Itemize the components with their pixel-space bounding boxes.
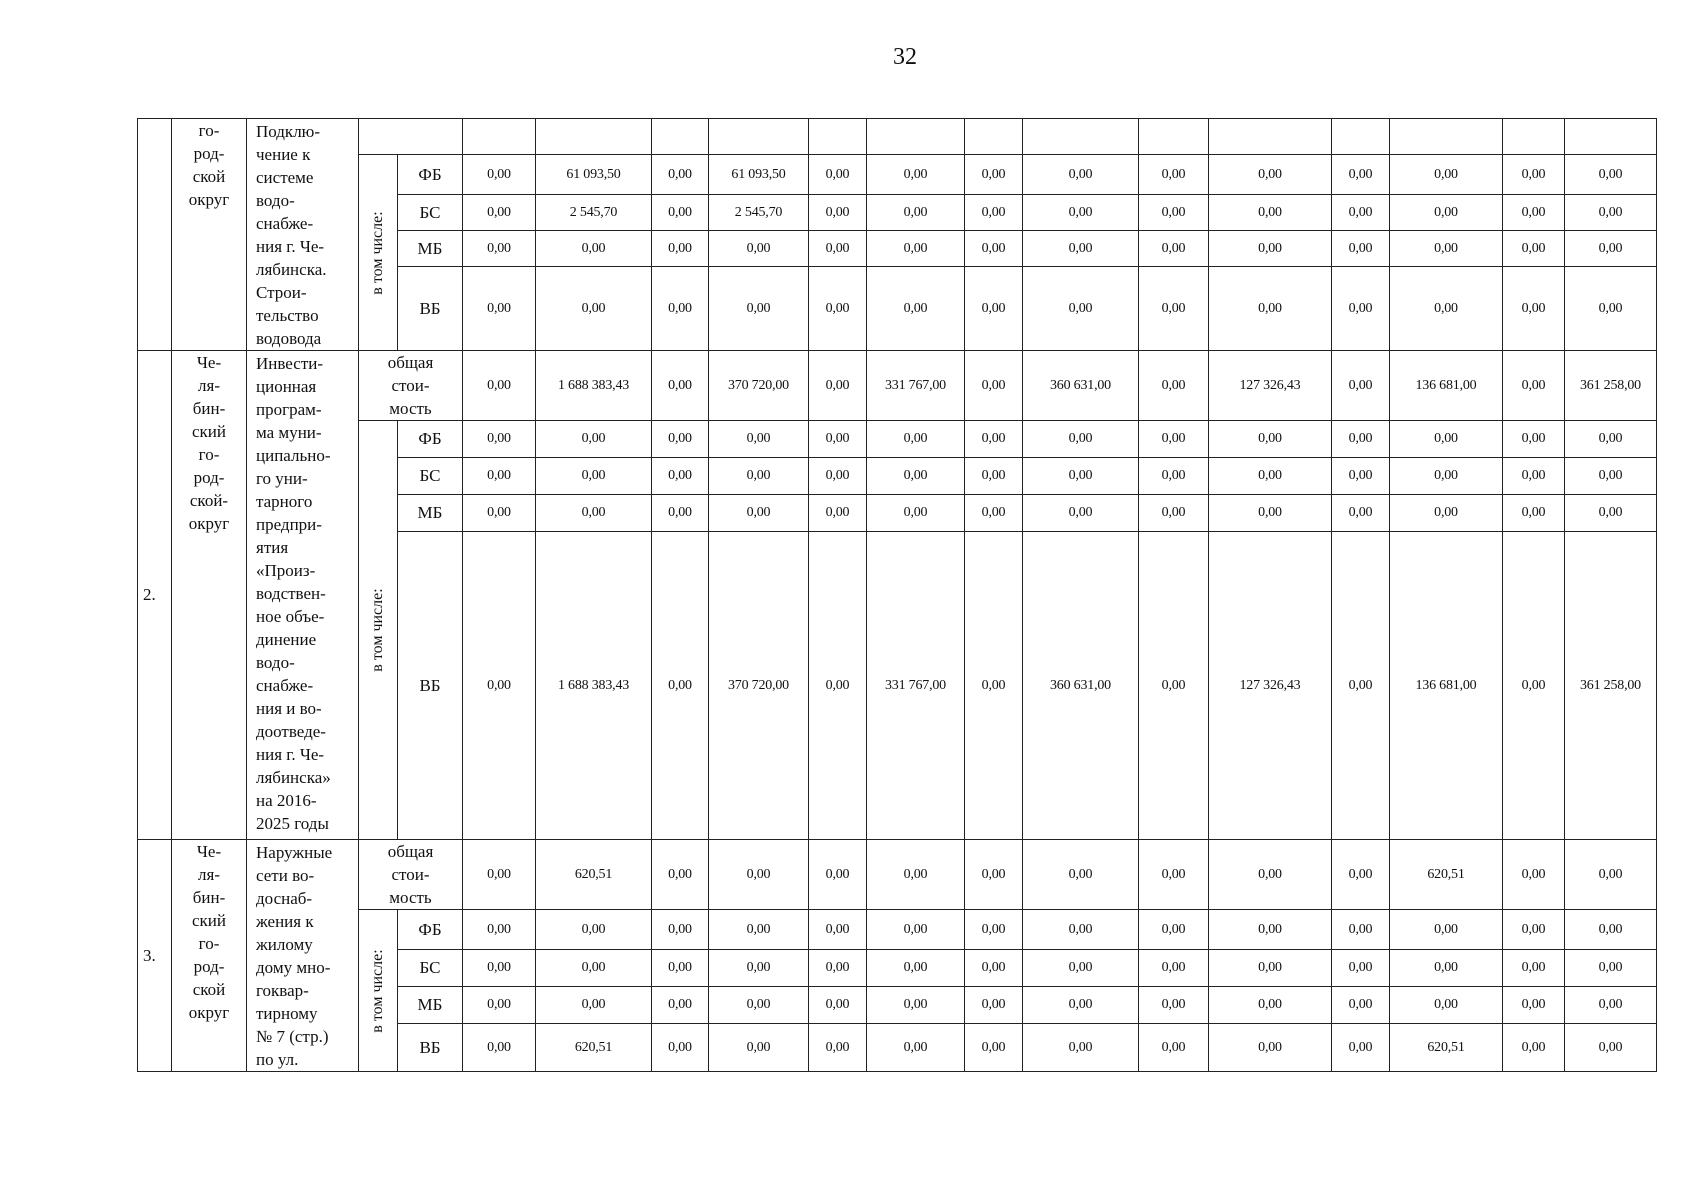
value-cell: 0,00 <box>1332 351 1390 421</box>
value-cell: 0,00 <box>1565 267 1657 351</box>
blank-cell <box>809 119 867 155</box>
value-cell: 0,00 <box>652 987 709 1024</box>
source-label: ВБ <box>398 267 463 351</box>
value-cell: 0,00 <box>1332 421 1390 458</box>
value-cell: 0,00 <box>463 195 536 231</box>
value-cell: 0,00 <box>965 155 1023 195</box>
blank-cell <box>1565 119 1657 155</box>
value-cell: 0,00 <box>965 267 1023 351</box>
value-cell: 0,00 <box>1023 495 1139 532</box>
row-number <box>138 119 172 351</box>
value-cell: 0,00 <box>1139 421 1209 458</box>
value-cell: 0,00 <box>867 231 965 267</box>
in-total-label-cell <box>359 155 398 351</box>
source-label: ВБ <box>398 532 463 840</box>
value-cell: 0,00 <box>463 495 536 532</box>
value-cell: 0,00 <box>463 267 536 351</box>
value-cell: 0,00 <box>709 421 809 458</box>
blank-cell <box>536 119 652 155</box>
value-cell: 0,00 <box>1503 532 1565 840</box>
value-cell: 0,00 <box>536 950 652 987</box>
value-cell: 0,00 <box>1565 155 1657 195</box>
value-cell: 0,00 <box>1209 195 1332 231</box>
value-cell: 0,00 <box>1565 1024 1657 1072</box>
value-cell: 0,00 <box>1209 495 1332 532</box>
value-cell: 0,00 <box>809 267 867 351</box>
total-cost-label <box>359 840 463 910</box>
blank-cell <box>652 119 709 155</box>
value-cell: 0,00 <box>1139 267 1209 351</box>
value-cell: 0,00 <box>1139 155 1209 195</box>
value-cell: 0,00 <box>1332 987 1390 1024</box>
municipality-name: Че- ля- бин- ский го- род- ской- округ <box>188 353 230 533</box>
value-cell: 0,00 <box>463 1024 536 1072</box>
blank-cell <box>709 119 809 155</box>
value-cell: 0,00 <box>965 495 1023 532</box>
value-cell: 0,00 <box>652 458 709 495</box>
value-cell: 61 093,50 <box>709 155 809 195</box>
value-cell: 0,00 <box>463 987 536 1024</box>
value-cell: 0,00 <box>1139 195 1209 231</box>
value-cell: 0,00 <box>1139 231 1209 267</box>
value-cell: 0,00 <box>1023 987 1139 1024</box>
value-cell: 0,00 <box>1023 421 1139 458</box>
value-cell: 0,00 <box>1390 910 1503 950</box>
value-cell: 0,00 <box>1139 1024 1209 1072</box>
value-cell: 0,00 <box>867 458 965 495</box>
value-cell: 0,00 <box>809 1024 867 1072</box>
value-cell: 0,00 <box>867 840 965 910</box>
value-cell: 0,00 <box>709 267 809 351</box>
value-cell: 0,00 <box>965 421 1023 458</box>
value-cell: 0,00 <box>652 231 709 267</box>
value-cell: 0,00 <box>652 532 709 840</box>
value-cell: 0,00 <box>1503 910 1565 950</box>
value-cell: 0,00 <box>1390 421 1503 458</box>
value-cell: 0,00 <box>1332 231 1390 267</box>
value-cell: 0,00 <box>1023 195 1139 231</box>
value-cell: 0,00 <box>867 495 965 532</box>
municipality-cell <box>172 119 247 351</box>
source-label: ФБ <box>398 421 463 458</box>
value-cell: 127 326,43 <box>1209 532 1332 840</box>
value-cell: 0,00 <box>1390 495 1503 532</box>
source-label: ФБ <box>398 155 463 195</box>
value-cell: 0,00 <box>536 267 652 351</box>
value-cell: 0,00 <box>1390 458 1503 495</box>
value-cell: 0,00 <box>809 351 867 421</box>
value-cell: 0,00 <box>1565 840 1657 910</box>
value-cell: 0,00 <box>1565 950 1657 987</box>
value-cell: 0,00 <box>652 351 709 421</box>
value-cell: 0,00 <box>809 987 867 1024</box>
value-cell: 0,00 <box>1565 495 1657 532</box>
value-cell: 0,00 <box>709 840 809 910</box>
value-cell: 0,00 <box>1565 231 1657 267</box>
blank-cell <box>463 119 536 155</box>
source-label: МБ <box>398 495 463 532</box>
project-cell <box>247 840 359 1072</box>
value-cell: 0,00 <box>1503 458 1565 495</box>
value-cell: 0,00 <box>1139 495 1209 532</box>
value-cell: 0,00 <box>809 950 867 987</box>
municipality-cell <box>172 351 247 840</box>
value-cell: 0,00 <box>1209 950 1332 987</box>
value-cell: 331 767,00 <box>867 532 965 840</box>
value-cell: 0,00 <box>709 950 809 987</box>
value-cell: 361 258,00 <box>1565 532 1657 840</box>
value-cell: 0,00 <box>965 910 1023 950</box>
value-cell: 0,00 <box>965 458 1023 495</box>
value-cell: 0,00 <box>965 840 1023 910</box>
blank-cell <box>1390 119 1503 155</box>
value-cell: 0,00 <box>1332 910 1390 950</box>
value-cell: 0,00 <box>809 532 867 840</box>
value-cell: 0,00 <box>1332 458 1390 495</box>
value-cell: 2 545,70 <box>709 195 809 231</box>
value-cell: 0,00 <box>463 458 536 495</box>
total-row <box>138 351 1657 421</box>
value-cell: 360 631,00 <box>1023 351 1139 421</box>
value-cell: 0,00 <box>1332 495 1390 532</box>
value-cell: 620,51 <box>536 840 652 910</box>
value-cell: 136 681,00 <box>1390 351 1503 421</box>
value-cell: 0,00 <box>1139 532 1209 840</box>
value-cell: 0,00 <box>463 910 536 950</box>
value-cell: 0,00 <box>1390 155 1503 195</box>
project-cell <box>247 119 359 351</box>
value-cell: 0,00 <box>1139 351 1209 421</box>
value-cell: 0,00 <box>867 950 965 987</box>
value-cell: 0,00 <box>1390 987 1503 1024</box>
value-cell: 0,00 <box>1023 910 1139 950</box>
source-label: МБ <box>398 231 463 267</box>
value-cell: 0,00 <box>1332 1024 1390 1072</box>
value-cell: 0,00 <box>709 495 809 532</box>
value-cell: 0,00 <box>965 351 1023 421</box>
value-cell: 0,00 <box>1023 840 1139 910</box>
value-cell: 0,00 <box>965 987 1023 1024</box>
value-cell: 0,00 <box>1565 195 1657 231</box>
value-cell: 0,00 <box>867 1024 965 1072</box>
value-cell: 0,00 <box>652 1024 709 1072</box>
value-cell: 0,00 <box>463 532 536 840</box>
value-cell: 0,00 <box>809 155 867 195</box>
row-number: 2. <box>138 351 172 840</box>
value-cell: 0,00 <box>867 195 965 231</box>
value-cell: 360 631,00 <box>1023 532 1139 840</box>
value-cell: 0,00 <box>1209 840 1332 910</box>
value-cell: 0,00 <box>1565 987 1657 1024</box>
value-cell: 0,00 <box>809 910 867 950</box>
value-cell: 0,00 <box>1209 155 1332 195</box>
value-cell: 136 681,00 <box>1390 532 1503 840</box>
value-cell: 0,00 <box>1023 155 1139 195</box>
value-cell: 331 767,00 <box>867 351 965 421</box>
value-cell: 620,51 <box>1390 1024 1503 1072</box>
in-total-label: в том числе: <box>369 210 386 295</box>
value-cell: 0,00 <box>1139 910 1209 950</box>
value-cell: 0,00 <box>1209 458 1332 495</box>
total-cost-label <box>359 351 463 421</box>
project-cell <box>247 351 359 840</box>
value-cell: 0,00 <box>1390 950 1503 987</box>
value-cell: 0,00 <box>536 987 652 1024</box>
total-row <box>138 840 1657 910</box>
source-row <box>138 421 1657 458</box>
municipality-name: го- род- ской округ <box>188 121 230 209</box>
value-cell: 0,00 <box>1332 267 1390 351</box>
value-cell: 0,00 <box>652 421 709 458</box>
value-cell: 0,00 <box>965 1024 1023 1072</box>
value-cell: 0,00 <box>809 195 867 231</box>
source-row <box>138 910 1657 950</box>
value-cell: 0,00 <box>709 1024 809 1072</box>
value-cell: 0,00 <box>463 950 536 987</box>
in-total-label-cell <box>359 421 398 840</box>
value-cell: 0,00 <box>867 155 965 195</box>
value-cell: 0,00 <box>1390 195 1503 231</box>
value-cell: 0,00 <box>1503 231 1565 267</box>
value-cell: 0,00 <box>1503 421 1565 458</box>
value-cell: 0,00 <box>652 155 709 195</box>
value-cell: 0,00 <box>536 231 652 267</box>
value-cell: 0,00 <box>709 910 809 950</box>
in-total-label: в том числе: <box>369 948 386 1033</box>
source-label: БС <box>398 950 463 987</box>
blank-cell <box>1023 119 1139 155</box>
value-cell: 0,00 <box>1332 532 1390 840</box>
value-cell: 361 258,00 <box>1565 351 1657 421</box>
value-cell: 0,00 <box>1565 910 1657 950</box>
value-cell: 0,00 <box>1565 421 1657 458</box>
value-cell: 0,00 <box>1503 987 1565 1024</box>
value-cell: 0,00 <box>1023 231 1139 267</box>
blank-cell <box>1209 119 1332 155</box>
value-cell: 0,00 <box>1139 987 1209 1024</box>
value-cell: 0,00 <box>709 458 809 495</box>
value-cell: 0,00 <box>965 231 1023 267</box>
municipality-cell <box>172 840 247 1072</box>
value-cell: 1 688 383,43 <box>536 351 652 421</box>
value-cell: 0,00 <box>867 910 965 950</box>
value-cell: 0,00 <box>809 231 867 267</box>
value-cell: 0,00 <box>536 458 652 495</box>
value-cell: 0,00 <box>652 840 709 910</box>
value-cell: 0,00 <box>809 458 867 495</box>
value-cell: 0,00 <box>809 495 867 532</box>
project-name: Наружные сети во- доснаб- жения к жилому дому мно- гоквар- тирному № 7 (стр.) по ул. <box>256 843 333 1069</box>
value-cell: 2 545,70 <box>536 195 652 231</box>
value-cell: 0,00 <box>1209 267 1332 351</box>
value-cell: 0,00 <box>809 421 867 458</box>
in-total-label-cell <box>359 910 398 1072</box>
value-cell: 0,00 <box>536 421 652 458</box>
value-cell: 0,00 <box>1332 155 1390 195</box>
value-cell: 0,00 <box>652 910 709 950</box>
value-cell: 0,00 <box>1139 458 1209 495</box>
value-cell: 0,00 <box>1209 1024 1332 1072</box>
value-cell: 370 720,00 <box>709 351 809 421</box>
value-cell: 0,00 <box>1023 950 1139 987</box>
value-cell: 0,00 <box>867 267 965 351</box>
value-cell: 0,00 <box>1503 950 1565 987</box>
value-cell: 0,00 <box>709 231 809 267</box>
source-row <box>138 155 1657 195</box>
total-cost-text: общая стои- мость <box>387 842 434 907</box>
page-number: 32 <box>893 44 917 70</box>
value-cell: 0,00 <box>1503 195 1565 231</box>
value-cell: 0,00 <box>463 231 536 267</box>
blank-cell <box>359 119 463 155</box>
value-cell: 127 326,43 <box>1209 351 1332 421</box>
value-cell: 0,00 <box>463 840 536 910</box>
value-cell: 0,00 <box>1390 231 1503 267</box>
value-cell: 0,00 <box>965 195 1023 231</box>
source-label: МБ <box>398 987 463 1024</box>
value-cell: 0,00 <box>652 267 709 351</box>
value-cell: 0,00 <box>1503 840 1565 910</box>
value-cell: 0,00 <box>867 987 965 1024</box>
value-cell: 1 688 383,43 <box>536 532 652 840</box>
blank-cell <box>1503 119 1565 155</box>
value-cell: 0,00 <box>1503 1024 1565 1072</box>
row-number: 3. <box>138 840 172 1072</box>
value-cell: 0,00 <box>809 840 867 910</box>
value-cell: 0,00 <box>652 495 709 532</box>
value-cell: 0,00 <box>1332 195 1390 231</box>
value-cell: 0,00 <box>1209 421 1332 458</box>
municipality-name: Че- ля- бин- ский го- род- ской округ <box>188 842 230 1022</box>
source-label: БС <box>398 195 463 231</box>
blank-cell <box>1332 119 1390 155</box>
value-cell: 0,00 <box>463 421 536 458</box>
value-cell: 0,00 <box>1139 840 1209 910</box>
value-cell: 0,00 <box>1503 351 1565 421</box>
value-cell: 0,00 <box>1503 155 1565 195</box>
value-cell: 61 093,50 <box>536 155 652 195</box>
value-cell: 370 720,00 <box>709 532 809 840</box>
value-cell: 0,00 <box>1390 267 1503 351</box>
total-cost-text: общая стои- мость <box>387 353 434 418</box>
value-cell: 0,00 <box>1023 458 1139 495</box>
value-cell: 0,00 <box>652 195 709 231</box>
value-cell: 0,00 <box>965 532 1023 840</box>
value-cell: 0,00 <box>709 987 809 1024</box>
value-cell: 0,00 <box>1139 950 1209 987</box>
value-cell: 0,00 <box>1332 840 1390 910</box>
project-name: Подклю- чение к системе водо- снабже- ния г. Че- лябинска. Строи- тельство водовода <box>256 122 327 348</box>
value-cell: 0,00 <box>867 421 965 458</box>
value-cell: 0,00 <box>463 351 536 421</box>
budget-table <box>137 118 1657 1072</box>
value-cell: 0,00 <box>1023 267 1139 351</box>
blank-cell <box>867 119 965 155</box>
source-label: ФБ <box>398 910 463 950</box>
in-total-label: в том числе: <box>369 588 386 672</box>
value-cell: 0,00 <box>536 910 652 950</box>
value-cell: 0,00 <box>652 950 709 987</box>
value-cell: 0,00 <box>1332 950 1390 987</box>
value-cell: 0,00 <box>1209 231 1332 267</box>
project-name: Инвести- ционная програм- ма муни- ципально- го уни- тарного предпри- ятия «Произ- водствен- ное объе- динение водо- снабже- ния и во- доотведе- ния г. Че- лябинска» на 2016- 2025 годы <box>256 354 331 833</box>
blank-cell <box>965 119 1023 155</box>
table-row <box>138 119 1657 155</box>
value-cell: 0,00 <box>1503 495 1565 532</box>
value-cell: 0,00 <box>463 155 536 195</box>
value-cell: 0,00 <box>965 950 1023 987</box>
value-cell: 0,00 <box>1209 910 1332 950</box>
value-cell: 0,00 <box>1209 987 1332 1024</box>
value-cell: 620,51 <box>1390 840 1503 910</box>
value-cell: 620,51 <box>536 1024 652 1072</box>
value-cell: 0,00 <box>1023 1024 1139 1072</box>
value-cell: 0,00 <box>1503 267 1565 351</box>
value-cell: 0,00 <box>536 495 652 532</box>
value-cell: 0,00 <box>1565 458 1657 495</box>
source-label: ВБ <box>398 1024 463 1072</box>
source-label: БС <box>398 458 463 495</box>
blank-cell <box>1139 119 1209 155</box>
